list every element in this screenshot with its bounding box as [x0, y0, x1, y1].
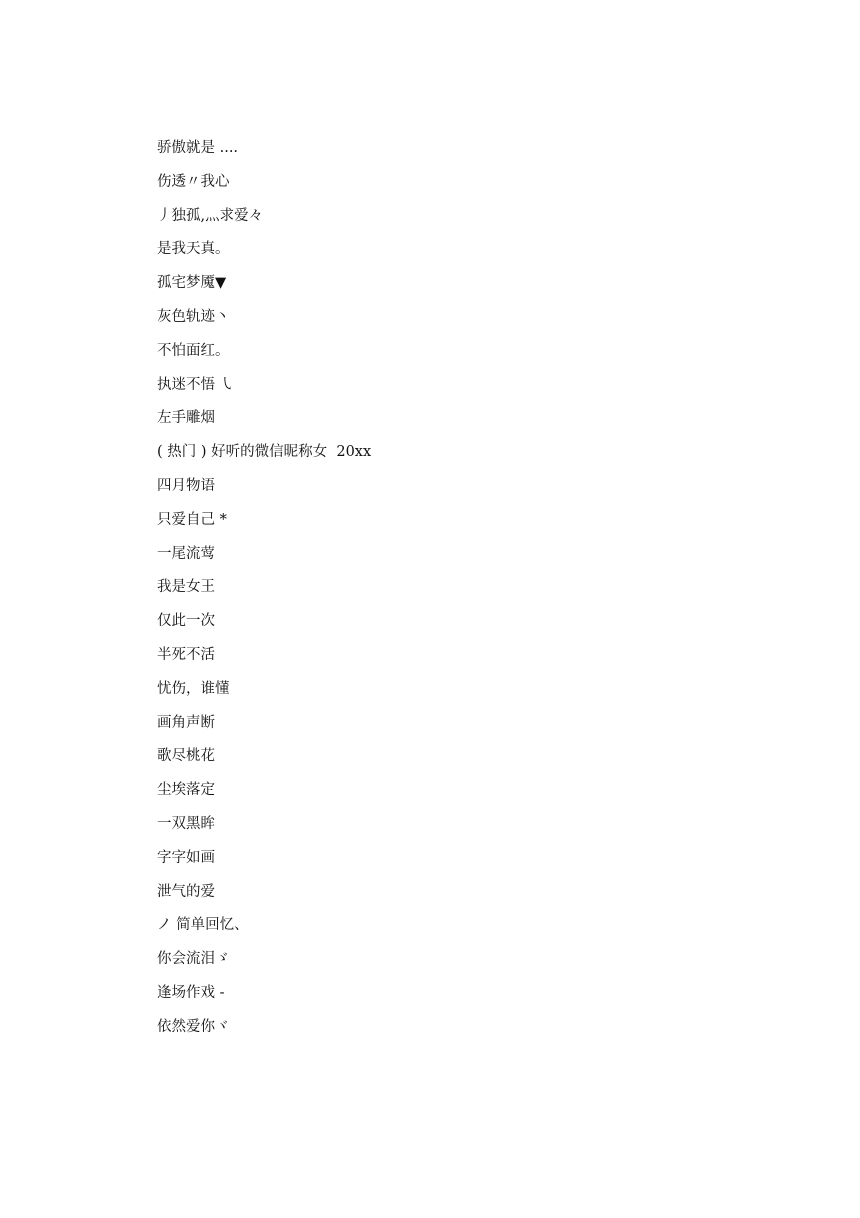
text-line: 不怕面红。	[157, 342, 230, 359]
text-line: 泄气的爱	[157, 883, 215, 900]
text-line: 你会流泪ゞ	[157, 951, 230, 968]
text-line: 仅此一次	[157, 613, 215, 630]
text-line: 四月物语	[157, 477, 215, 494]
document-body	[157, 138, 757, 1051]
text-line: 忧伤，谁懂	[157, 680, 230, 697]
text-line: 是我天真。	[157, 241, 230, 258]
text-line: 骄傲就是 ....	[157, 140, 239, 156]
text-line: 一双黑眸	[157, 815, 215, 832]
text-line: 一尾流莺	[157, 545, 215, 562]
text-line: 尘埃落定	[157, 782, 215, 799]
text-line: 丿独孤,灬求爱々	[157, 207, 264, 224]
text-line: 我是女王	[157, 579, 215, 596]
text-line: 依然爱你ヾ	[157, 1018, 230, 1035]
text-line: 逢场作戏 -	[157, 984, 225, 1001]
text-line: 伤透〃我心	[157, 173, 230, 190]
heading-line: ( 热门 ) 好听的微信昵称女 20xx	[157, 444, 372, 461]
text-line: 歌尽桃花	[157, 748, 215, 765]
text-line: 半死不活	[157, 646, 215, 663]
text-line: 孤宅梦魇▼	[157, 275, 227, 292]
text-line: 画角声断	[157, 714, 215, 731]
text-line: 字字如画	[157, 849, 215, 866]
text-line: 只爱自己 *	[157, 511, 227, 528]
text-line: 左手雕烟	[157, 410, 215, 427]
text-line: ノ 简单回忆、	[157, 917, 249, 934]
text-line: 执迷不悟 ㇂	[157, 376, 235, 393]
text-line: 灰色轨迹丶	[157, 308, 230, 325]
